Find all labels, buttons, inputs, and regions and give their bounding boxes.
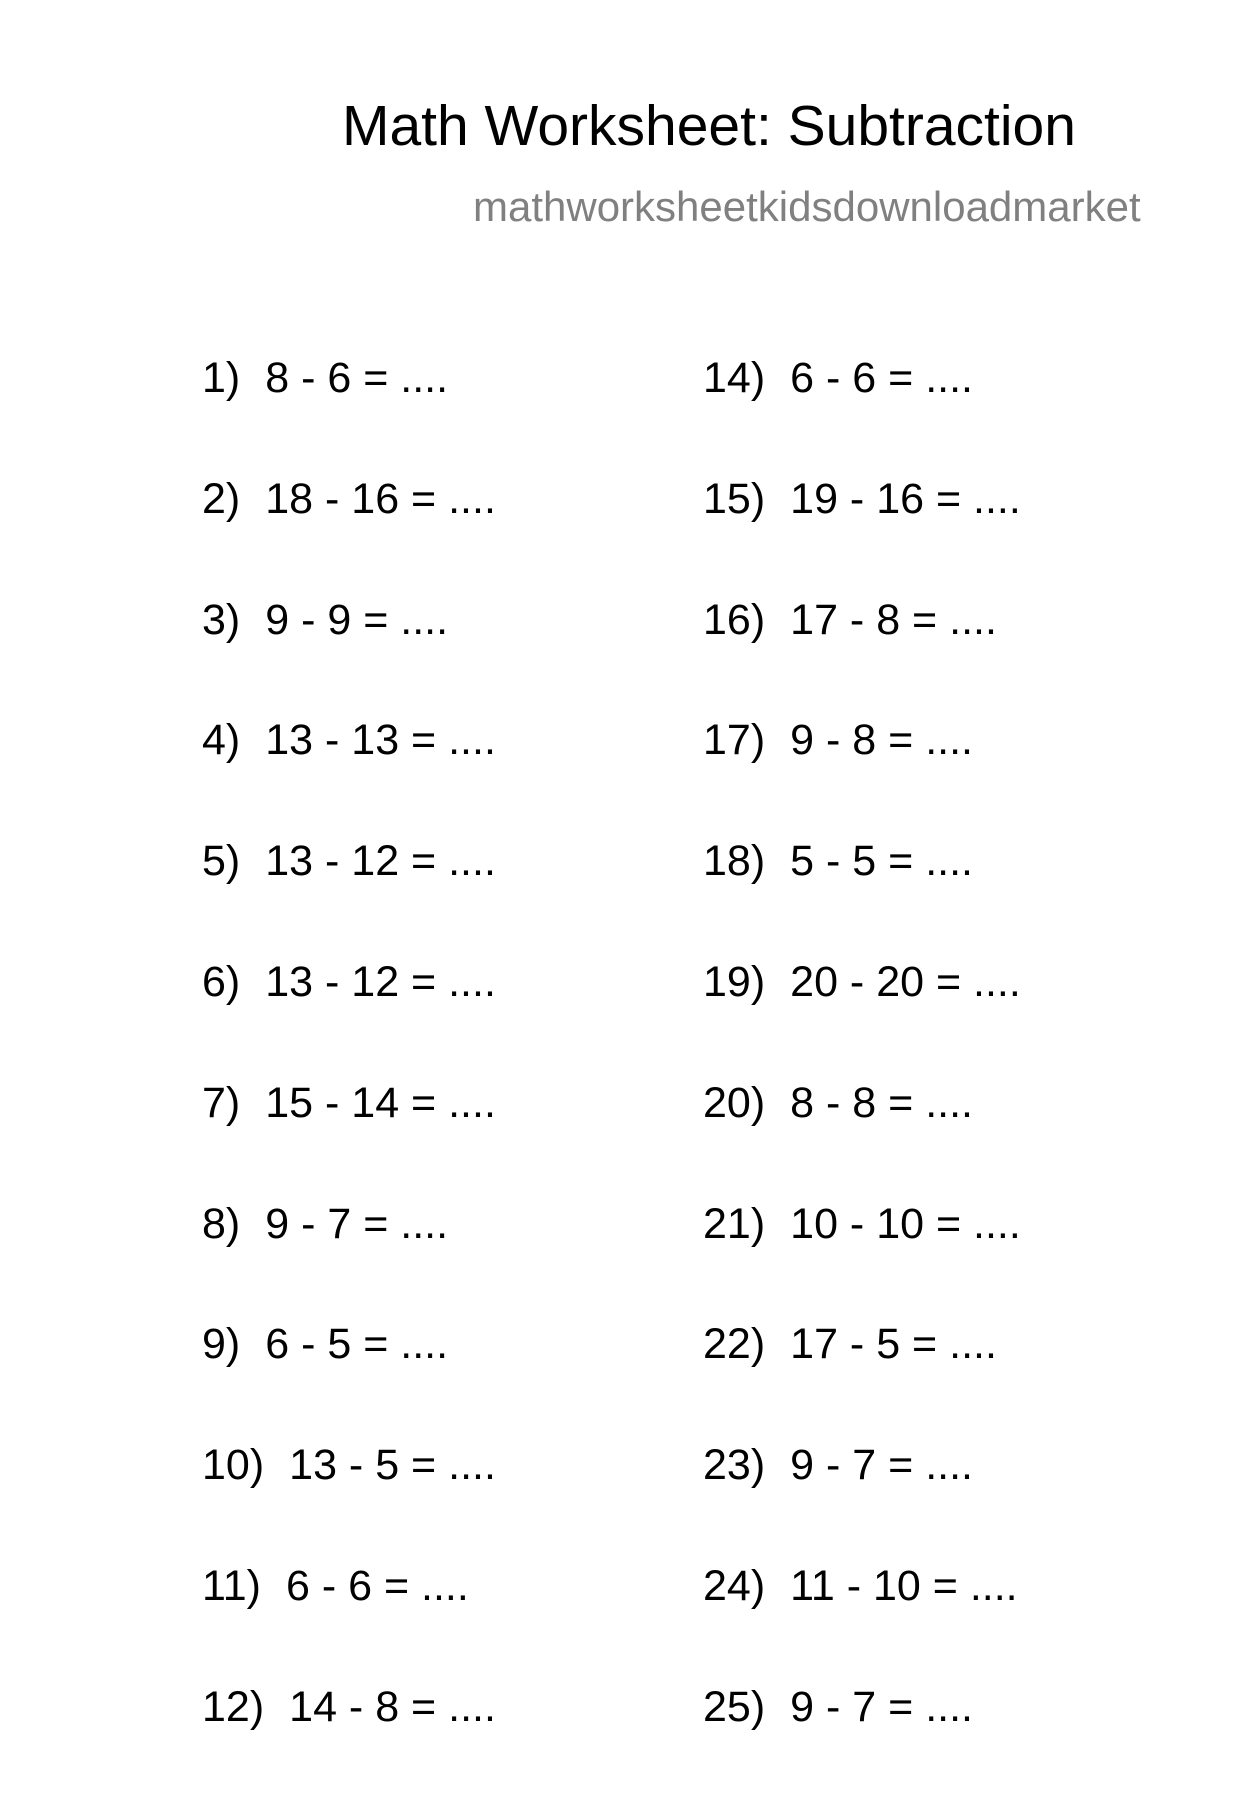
problem-expression: 17 - 8 = .... (790, 595, 997, 644)
problem-item (703, 839, 1021, 960)
problem-column-left (202, 356, 496, 1806)
problem-item (202, 1561, 496, 1685)
problem-item (703, 1199, 1021, 1323)
problem-item (202, 1199, 496, 1323)
problem-number: 4) (202, 716, 241, 765)
problem-item (202, 356, 496, 477)
problem-item (202, 1322, 496, 1443)
problem-number: 10) (202, 1441, 265, 1490)
problem-number: 22) (703, 1320, 766, 1369)
problem-expression: 11 - 10 = .... (790, 1561, 1018, 1610)
problem-number: 11) (202, 1561, 261, 1610)
problem-expression: 13 - 12 = .... (265, 957, 496, 1006)
problem-number: 7) (202, 1078, 241, 1127)
problem-expression: 18 - 16 = .... (265, 474, 496, 523)
problem-number: 18) (703, 837, 766, 886)
problem-number: 12) (202, 1682, 265, 1731)
problem-expression: 20 - 20 = .... (790, 957, 1021, 1006)
problem-number: 25) (703, 1682, 766, 1731)
problem-expression: 13 - 5 = .... (289, 1441, 496, 1490)
problem-expression: 14 - 8 = .... (289, 1682, 496, 1731)
problem-item (202, 1078, 496, 1202)
problem-number: 15) (703, 474, 766, 523)
problem-number: 14) (703, 354, 766, 402)
problem-item (202, 474, 496, 598)
problem-expression: 13 - 13 = .... (265, 716, 496, 765)
problem-number: 3) (202, 595, 241, 644)
problem-item (202, 957, 496, 1081)
problem-number: 16) (703, 595, 766, 644)
problem-item (202, 718, 496, 839)
problem-item (202, 1443, 496, 1564)
problem-expression: 15 - 14 = .... (265, 1078, 496, 1127)
problem-expression: 6 - 6 = .... (285, 1561, 469, 1610)
problem-expression: 6 - 6 = .... (790, 354, 973, 402)
problem-expression: 9 - 7 = .... (265, 1199, 449, 1248)
problem-item (703, 1078, 1021, 1202)
problem-item (202, 595, 496, 719)
problem-item (703, 1322, 1021, 1443)
problem-expression: 8 - 8 = .... (790, 1078, 973, 1127)
problem-expression: 6 - 5 = .... (265, 1320, 449, 1369)
problem-number: 17) (703, 716, 766, 765)
problem-number: 8) (202, 1199, 241, 1248)
problem-number: 9) (202, 1320, 241, 1369)
problem-number: 23) (703, 1441, 766, 1490)
page-title: Math Worksheet: Subtraction (342, 94, 1076, 158)
problem-column-right (703, 356, 1021, 1806)
problem-expression: 19 - 16 = .... (790, 474, 1021, 523)
problem-item (703, 718, 1021, 839)
problem-expression: 8 - 6 = .... (265, 354, 449, 402)
problem-number: 1) (202, 354, 241, 402)
problem-expression: 13 - 12 = .... (265, 837, 496, 886)
problem-expression: 9 - 9 = .... (265, 595, 449, 644)
problem-number: 20) (703, 1078, 766, 1127)
problem-item (703, 356, 1021, 477)
problem-item (703, 1682, 1021, 1806)
problem-item (202, 839, 496, 960)
problem-expression: 9 - 8 = .... (790, 716, 973, 765)
problem-expression: 9 - 7 = .... (790, 1682, 973, 1731)
problem-number: 6) (202, 957, 241, 1006)
problem-number: 5) (202, 837, 241, 886)
problem-expression: 10 - 10 = .... (790, 1199, 1021, 1248)
problem-number: 19) (703, 957, 766, 1006)
problem-expression: 5 - 5 = .... (790, 837, 973, 886)
problem-item (703, 957, 1021, 1081)
problem-number: 21) (703, 1199, 766, 1248)
problem-number: 2) (202, 474, 241, 523)
problem-expression: 17 - 5 = .... (790, 1320, 997, 1369)
problem-expression: 9 - 7 = .... (790, 1441, 973, 1490)
problem-item (202, 1682, 496, 1806)
problem-item (703, 1561, 1021, 1685)
problem-item (703, 595, 1021, 719)
problem-item (703, 474, 1021, 598)
problem-item (703, 1443, 1021, 1564)
problem-number: 24) (703, 1561, 766, 1610)
site-name: mathworksheetkidsdownloadmarket (473, 183, 1141, 230)
